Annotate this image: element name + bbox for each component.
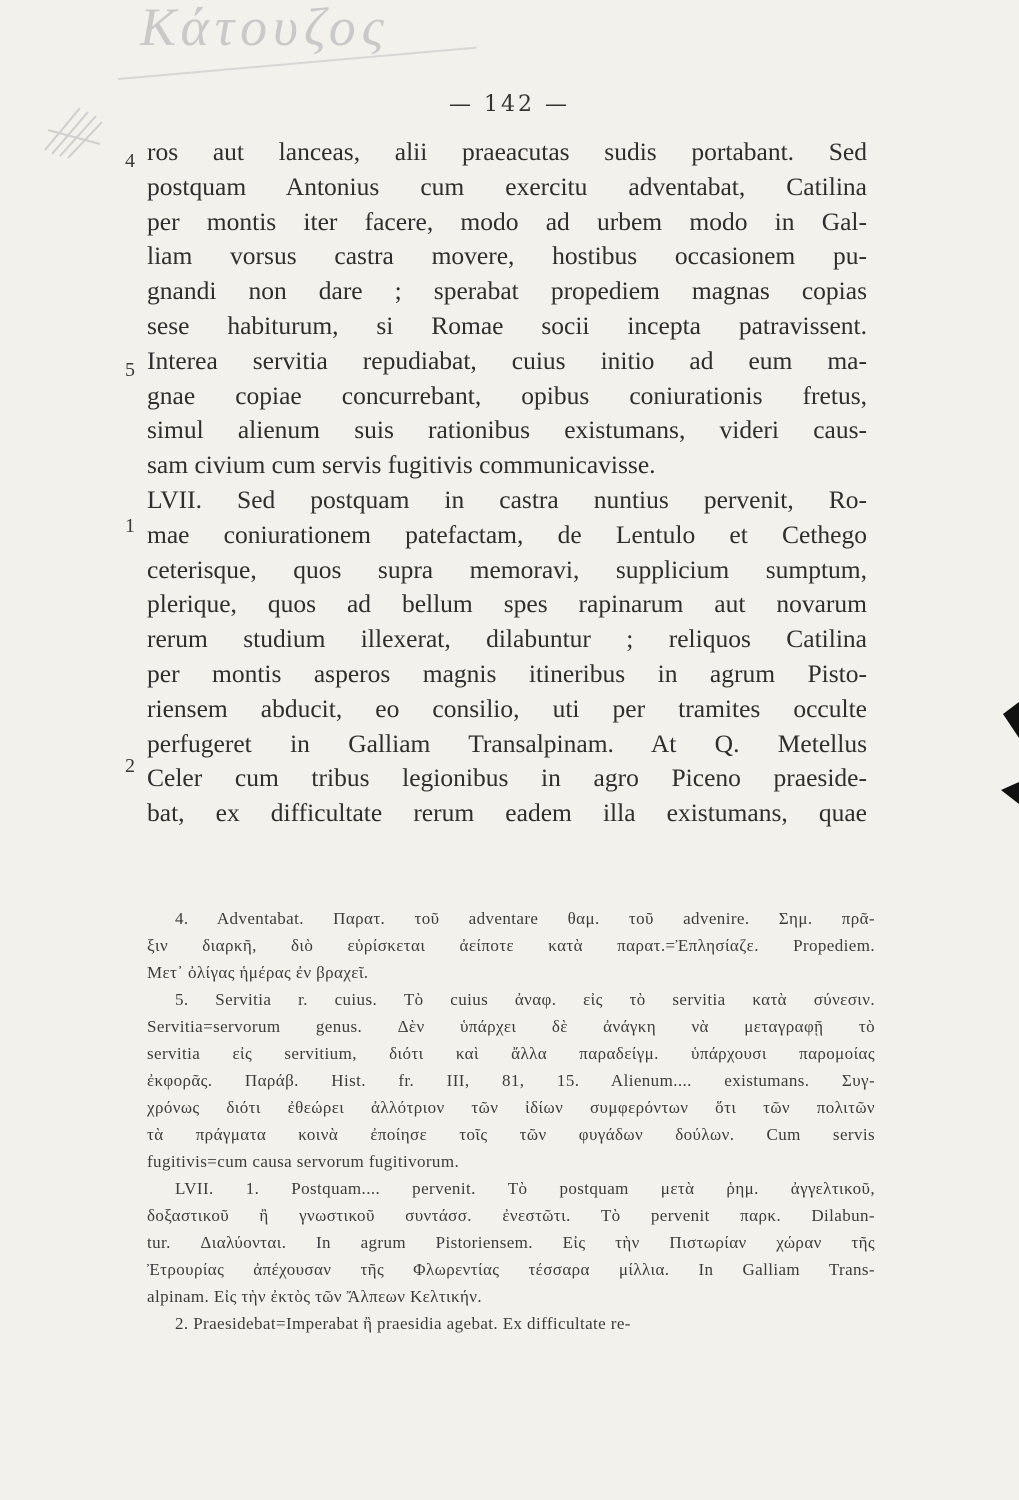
note-line: LVII. 1. Postquam.... pervenit. Τὸ postquam μετὰ ῥημ. ἀγγελτικοῦ, — [175, 1179, 875, 1198]
page-number: — 142 — — [449, 92, 570, 117]
note-line: 2. Praesidebat=Imperabat ἢ praesidia agebat. Ex difficultate re- — [175, 1314, 631, 1333]
note-line: alpinam. Εἰς τὴν ἐκτὸς τῶν Ἄλπεων Κελτικήν. — [147, 1287, 483, 1306]
text-line: sam civium cum servis fugitivis communicavisse. — [147, 450, 656, 480]
text-line: rerum studium illexerat, dilabuntur ; reliquos Catilina — [147, 624, 867, 654]
text-line: Interea servitia repudiabat, cuius initio ad eum ma- — [147, 345, 867, 375]
note-line: τὰ πράγματα κοινὰ ἐποίησε τοῖς τῶν φυγάδων δούλων. Cum servis — [147, 1125, 875, 1144]
text-line: mae coniurationem patefactam, de Lentulo et Cethego — [147, 519, 867, 549]
text-line: per montis asperos magnis itineribus in agrum Pisto- — [147, 658, 867, 688]
note-line: 4. Adventabat. Παρατ. τοῦ adventare θαμ. τοῦ advenire. Σημ. πρᾶ- — [175, 909, 875, 928]
text-line: plerique, quos ad bellum spes rapinarum aut novarum — [147, 589, 867, 619]
line-number-1: 1 — [125, 515, 135, 537]
note-line: χρόνως διότι ἐθεώρει ἀλλότριον τῶν ἰδίων συμφερόντων ὅτι τῶν πολιτῶν — [147, 1098, 875, 1117]
line-number-5: 5 — [125, 359, 135, 381]
text-line: liam vorsus castra movere, hostibus occasionem pu- — [147, 241, 867, 271]
text-line: postquam Antonius cum exercitu adventabat, Catilina — [147, 171, 867, 201]
note-line: δοξαστικοῦ ἢ γνωστικοῦ συντάσσ. ἐνεστῶτι. Τὸ pervenit παρκ. Dilabun- — [147, 1206, 875, 1225]
note-line: servitia εἰς servitium, διότι καὶ ἄλλα παραδείγμ. ὑπάρχουσι παρομοίας — [147, 1044, 875, 1063]
note-line: ἐκφορᾶς. Παράβ. Hist. fr. III, 81, 15. Alienum.... existumans. Συγ- — [147, 1071, 875, 1090]
note-line: fugitivis=cum causa servorum fugitivorum. — [147, 1152, 460, 1171]
note-line: Μετ᾽ ὀλίγας ἡμέρας ἐν βραχεῖ. — [147, 963, 369, 982]
text-line: LVII. Sed postquam in castra nuntius pervenit, Ro- — [147, 484, 867, 514]
text-line: per montis iter facere, modo ad urbem modo in Gal- — [147, 206, 867, 236]
text-line: ros aut lanceas, alii praeacutas sudis portabant. Sed — [147, 137, 867, 166]
text-line: perfugeret in Galliam Transalpinam. At Q. Metellus — [147, 728, 867, 758]
text-line: bat, ex difficultate rerum eadem illa existumans, quae — [147, 798, 867, 828]
footnotes — [147, 905, 875, 1337]
note-line: ξιν διαρκῆ, διὸ εὑρίσκεται ἀείποτε κατὰ παρατ.=Ἐπλησίαζε. Propediem. — [147, 936, 875, 955]
handwritten-name: Κάτουζος — [140, 0, 390, 57]
text-line: Celer cum tribus legionibus in agro Piceno praeside- — [147, 763, 867, 793]
note-line: Ἐτρουρίας ἀπέχουσαν τῆς Φλωρεντίας τέσσαρα μίλλια. In Galliam Trans- — [147, 1260, 875, 1279]
line-number-2: 2 — [125, 755, 135, 777]
text-line: simul alienum suis rationibus existumans, videri caus- — [147, 415, 867, 445]
note-line: tur. Διαλύονται. In agrum Pistoriensem. Εἰς τὴν Πιστωρίαν χώραν τῆς — [147, 1233, 875, 1252]
text-line: ceterisque, quos supra memoravi, supplicium sumptum, — [147, 554, 867, 584]
main-text — [147, 135, 867, 831]
text-line: riensem abducit, eo consilio, uti per tramites occulte — [147, 693, 867, 723]
text-line: gnae copiae concurrebant, opibus coniurationis fretus, — [147, 380, 867, 410]
note-line: 5. Servitia r. cuius. Τὸ cuius ἀναφ. εἰς τὸ servitia κατὰ σύνεσιν. — [175, 990, 875, 1009]
note-line: Servitia=servorum genus. Δὲν ὑπάρχει δὲ ἀνάγκη νὰ μεταγραφῇ τὸ — [147, 1017, 875, 1036]
text-line: sese habiturum, si Romae socii incepta patravissent. — [147, 310, 867, 340]
binding-clip-icon — [997, 778, 1019, 808]
text-line: gnandi non dare ; sperabat propediem magnas copias — [147, 276, 867, 306]
line-number-4: 4 — [125, 150, 135, 172]
binding-clip-icon — [997, 700, 1019, 740]
